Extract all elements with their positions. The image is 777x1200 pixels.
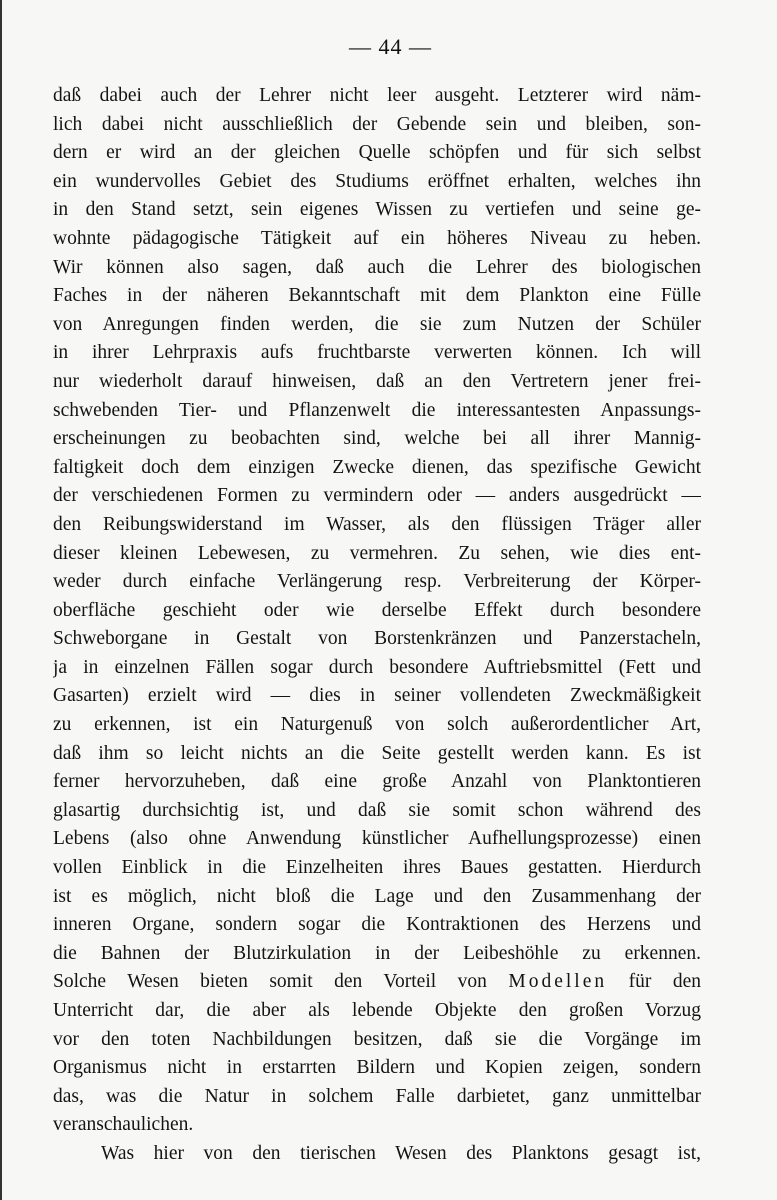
text-line: weder durch einfache Verlängerung resp. Verbreiterung der Körper- <box>53 571 701 593</box>
text-line: Was hier von den tierischen Wesen des Planktons gesagt ist, <box>101 1142 701 1164</box>
text-line: inneren Organe, sondern sogar die Kontraktionen des Herzens und <box>53 914 701 936</box>
text-line: die Bahnen der Blutzirkulation in der Leibeshöhle zu erkennen. <box>53 942 701 964</box>
text-line: in den Stand setzt, sein eigenes Wissen zu vertiefen und seine ge- <box>53 199 701 221</box>
text-line: Schweborgane in Gestalt von Borstenkränzen und Panzerstacheln, <box>53 628 701 650</box>
text-line: den Reibungswiderstand im Wasser, als den flüssigen Träger aller <box>53 513 701 535</box>
text-line: daß dabei auch der Lehrer nicht leer ausgeht. Letzterer wird näm- <box>53 85 701 106</box>
text-line-with-emphasis <box>53 968 701 997</box>
text-line: schwebenden Tier- und Pflanzenwelt die interessantesten Anpassungs- <box>53 399 701 421</box>
text-line: glasartig durchsichtig ist, und daß sie somit schon während des <box>53 799 701 821</box>
text-line: der verschiedenen Formen zu vermindern oder — anders ausgedrückt — <box>53 485 701 507</box>
text-line: erscheinungen zu beobachten sind, welche bei all ihrer Mannig- <box>53 428 701 450</box>
text-line: dern er wird an der gleichen Quelle schöpfen und für sich selbst <box>53 142 701 164</box>
page-number: — 44 — <box>349 34 432 59</box>
text-line: Organismus nicht in erstarrten Bildern und Kopien zeigen, sondern <box>53 1057 701 1079</box>
text-line: wohnte pädagogische Tätigkeit auf ein höheres Niveau zu heben. <box>53 227 701 249</box>
emphasized-word: Modellen <box>508 971 608 993</box>
text-line: Wir können also sagen, daß auch die Lehrer des biologischen <box>53 256 701 278</box>
text-line: von Anregungen finden werden, die sie zum Nutzen der Schüler <box>53 313 701 335</box>
text-line: Lebens (also ohne Anwendung künstlicher Aufhellungsprozesse) einen <box>53 828 701 850</box>
text-line: Gasarten) erzielt wird — dies in seiner vollendeten Zweckmäßigkeit <box>53 685 701 707</box>
text-line: oberfläche geschieht oder wie derselbe Effekt durch besondere <box>53 599 701 621</box>
text-line: zu erkennen, ist ein Naturgenuß von solch außerordentlicher Art, <box>53 714 701 736</box>
text-line: vor den toten Nachbildungen besitzen, daß sie die Vorgänge im <box>53 1028 701 1050</box>
text-line: Unterricht dar, die aber als lebende Objekte den großen Vorzug <box>53 1000 701 1021</box>
text-line: lich dabei nicht ausschließlich der Gebende sein und bleiben, son- <box>53 113 701 135</box>
text-line: ja in einzelnen Fällen sogar durch besondere Auftriebsmittel (Fett und <box>53 656 701 678</box>
text-line: vollen Einblick in die Einzelheiten ihres Baues gestatten. Hierdurch <box>53 857 701 879</box>
text-line: ist es möglich, nicht bloß die Lage und den Zusammenhang der <box>53 885 701 907</box>
body-text <box>53 82 701 1169</box>
text-fragment: Solche Wesen bieten somit den Vorteil von <box>53 971 509 993</box>
text-line: veranschaulichen. <box>53 1114 194 1136</box>
text-line: dieser kleinen Lebewesen, zu vermehren. Zu sehen, wie dies ent- <box>53 542 701 564</box>
text-line: in ihrer Lehrpraxis aufs fruchtbarste verwerten können. Ich will <box>53 342 701 364</box>
text-line: ferner hervorzuheben, daß eine große Anzahl von Planktontieren <box>53 771 701 793</box>
text-line: daß ihm so leicht nichts an die Seite gestellt werden kann. Es ist <box>53 742 701 764</box>
text-line: das, was die Natur in solchem Falle darbietet, ganz unmittelbar <box>53 1085 701 1107</box>
text-line: Faches in der näheren Bekanntschaft mit dem Plankton eine Fülle <box>53 285 701 307</box>
text-fragment: für den <box>607 971 701 993</box>
text-line: ein wundervolles Gebiet des Studiums eröffnet erhalten, welches ihn <box>53 170 701 192</box>
text-line: nur wiederholt darauf hinweisen, daß an den Vertretern jener frei- <box>53 370 701 392</box>
text-line: faltigkeit doch dem einzigen Zwecke dienen, das spezifische Gewicht <box>53 456 701 478</box>
